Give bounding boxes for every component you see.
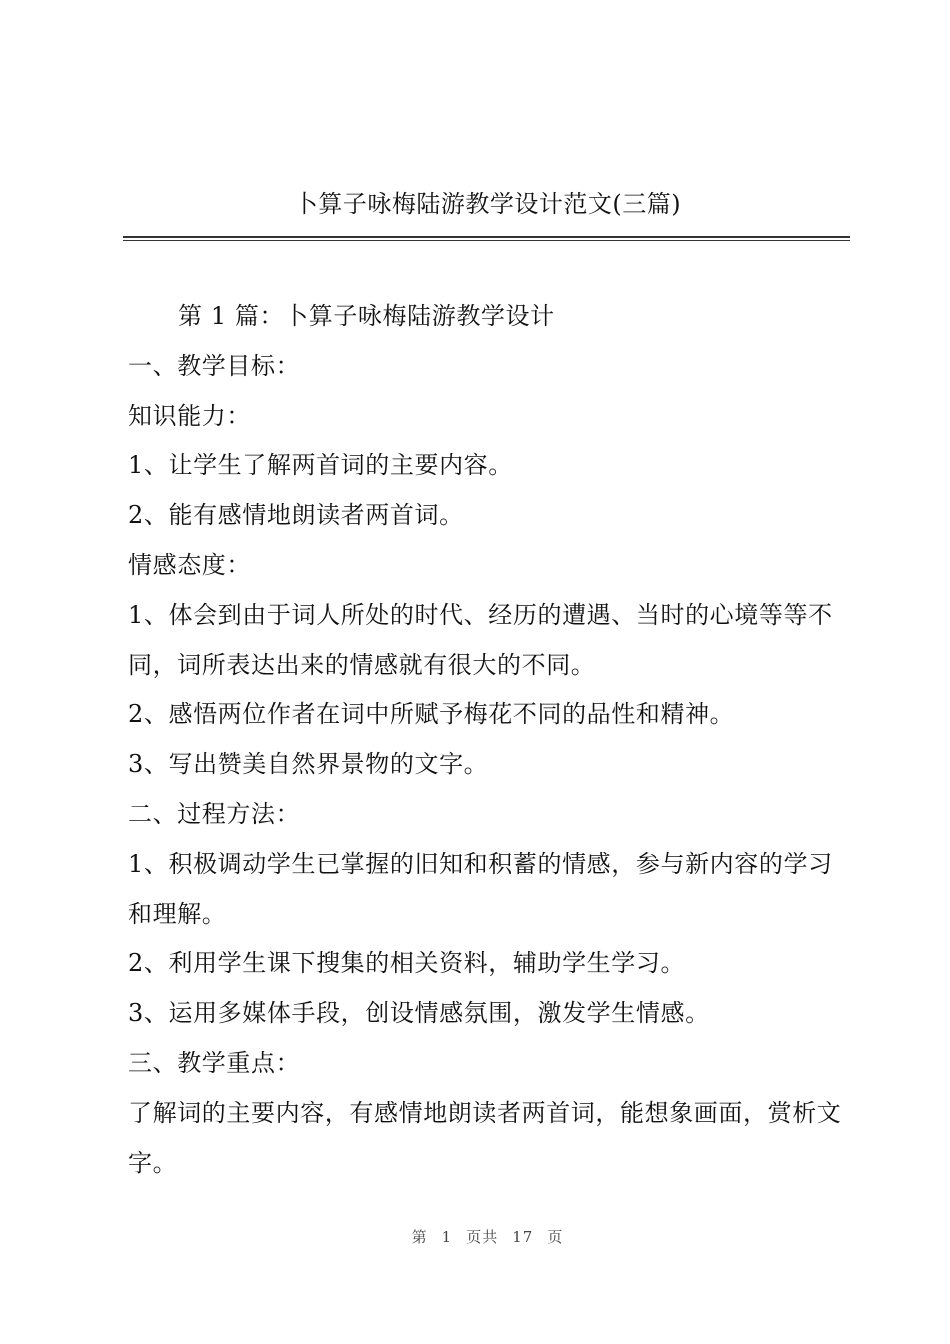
title-divider — [123, 236, 850, 238]
subheading-knowledge-ability: 知识能力： — [128, 401, 251, 430]
list-item: 2、感悟两位作者在词中所赋予梅花不同的品性和精神。 — [128, 700, 735, 729]
document-title: 卜算子咏梅陆游教学设计范文(三篇) — [293, 190, 682, 218]
list-item: 1、积极调动学生已掌握的旧知和积蓄的情感，参与新内容的学习和理解。 — [128, 849, 833, 928]
document-body — [128, 292, 852, 1188]
heading-teaching-goals: 一、教学目标： — [128, 351, 301, 380]
list-item: 1、体会到由于词人所处的时代、经历的遭遇、当时的心境等等不同，词所表达出来的情感就有很大的不同。 — [128, 600, 833, 679]
list-item: 3、写出赞美自然界景物的文字。 — [128, 750, 489, 779]
list-item: 2、能有感情地朗读者两首词。 — [128, 501, 464, 530]
list-item: 3、运用多媒体手段，创设情感氛围，激发学生情感。 — [128, 999, 710, 1028]
footer-suffix: 页 — [547, 1228, 564, 1246]
heading-teaching-focus: 三、教学重点： — [128, 1048, 301, 1077]
paragraph: 了解词的主要内容，有感情地朗读者两首词，能想象画面，赏析文字。 — [128, 1098, 842, 1177]
list-item: 2、利用学生课下搜集的相关资料，辅助学生学习。 — [128, 949, 686, 978]
list-item: 1、让学生了解两首词的主要内容。 — [128, 451, 513, 480]
footer-middle: 页共 — [466, 1228, 499, 1246]
section-heading-part-1: 第 1 篇：卜算子咏梅陆游教学设计 — [178, 302, 555, 330]
footer-prefix: 第 — [411, 1228, 428, 1246]
heading-process-methods: 二、过程方法： — [128, 799, 301, 828]
page-footer — [0, 1226, 950, 1247]
subheading-emotional-attitude: 情感态度： — [128, 550, 251, 579]
footer-page-number: 1 — [441, 1228, 453, 1246]
footer-total-pages: 17 — [512, 1228, 534, 1246]
title-divider-secondary — [123, 240, 850, 241]
